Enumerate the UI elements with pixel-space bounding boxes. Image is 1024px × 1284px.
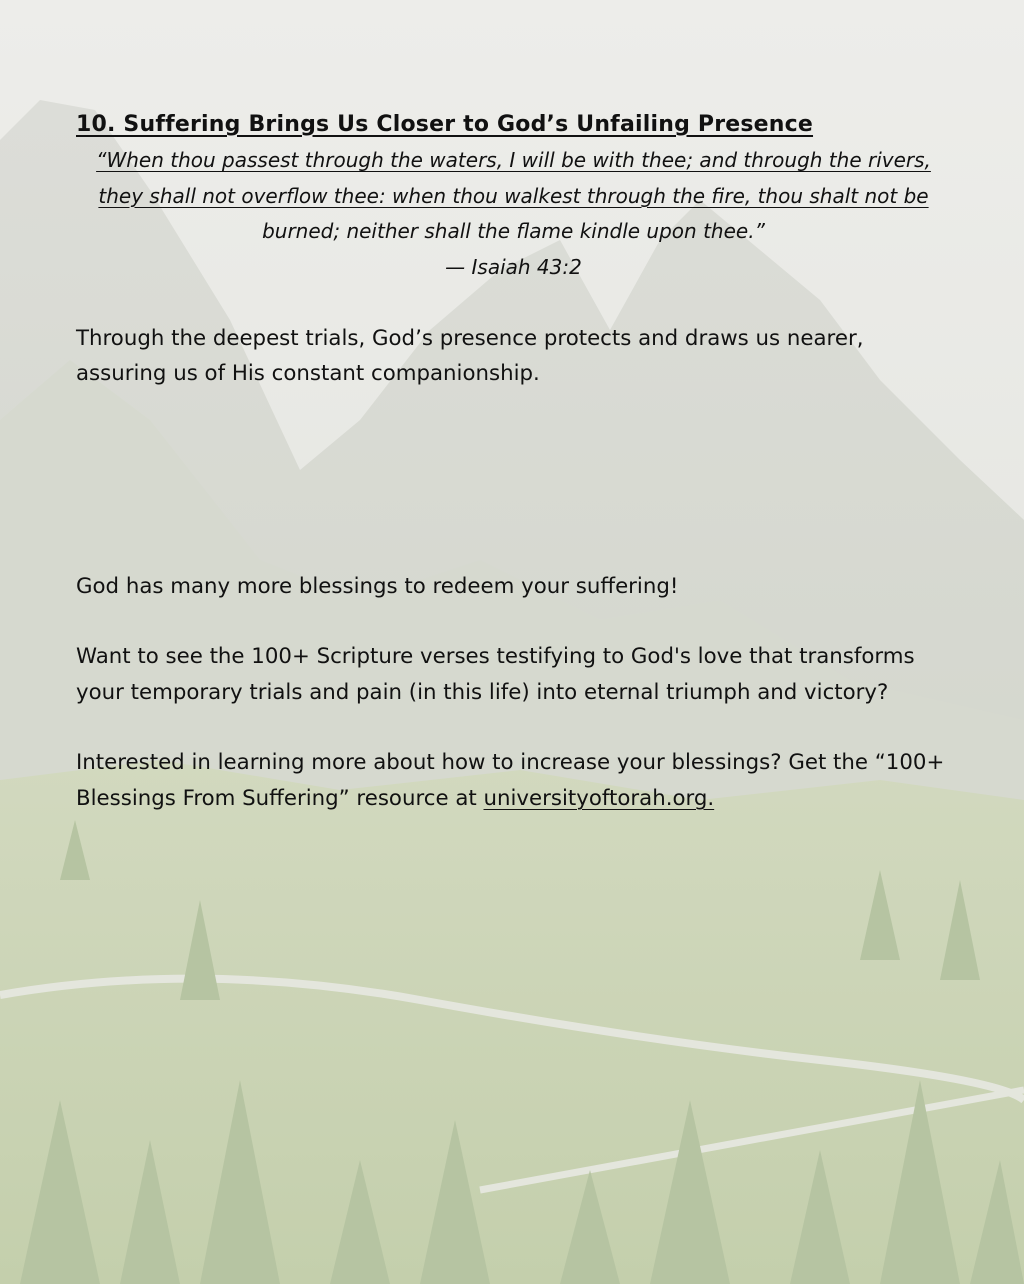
scripture-quote-rest: burned; neither shall the flame kindle upon thee.” xyxy=(262,219,765,243)
section-heading: 10. Suffering Brings Us Closer to God’s Unfailing Presence xyxy=(76,112,814,137)
blessings-paragraph: God has many more blessings to redeem your suffering! xyxy=(76,573,679,599)
cta-text: Interested in learning more about how to increase your blessings? Get the “100+ Blessings From Suffering” resource at xyxy=(76,750,945,811)
page-content xyxy=(76,112,951,816)
scripture-reference: — Isaiah 43:2 xyxy=(445,254,582,279)
scripture-quote xyxy=(76,143,951,250)
cta-paragraph xyxy=(76,745,951,816)
university-of-torah-link[interactable]: universityoftorah.org. xyxy=(483,785,715,811)
scripture-quote-underlined: “When thou passest through the waters, I will be with thee; and through the rivers, they shall not overflow thee: when thou walkest through the fire, thou shalt not be xyxy=(96,148,931,208)
question-paragraph: Want to see the 100+ Scripture verses testifying to God's love that transforms your temporary trials and pain (in this life) into eternal triumph and victory? xyxy=(76,644,915,705)
reflection-paragraph: Through the deepest trials, God’s presence protects and draws us nearer, assuring us of His constant companionship. xyxy=(76,325,864,386)
